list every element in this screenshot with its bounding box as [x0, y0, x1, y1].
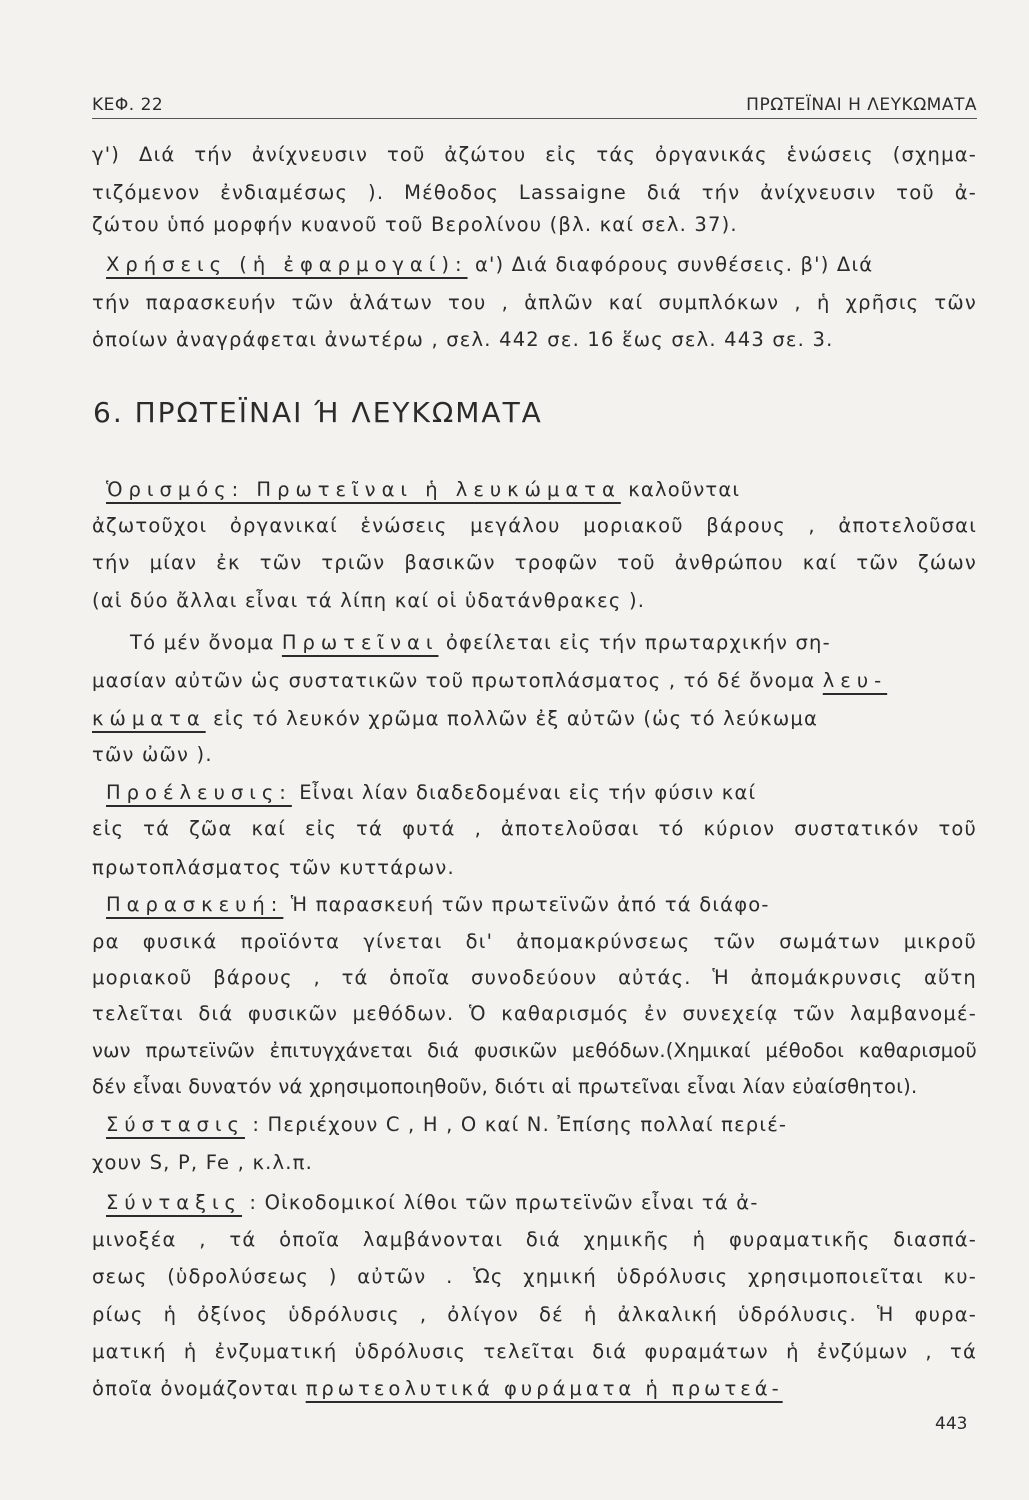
- proteolytic-enzymes-term: πρωτεολυτικά φυράματα ἡ πρωτεά-: [305, 1377, 783, 1400]
- albumins-term: λευ-: [822, 669, 888, 692]
- text-line: τελεῖται διά φυσικῶν μεθόδων. Ὁ καθαρισμός ἐν συνεχείᾳ τῶν λαμβανομέ-: [92, 1002, 977, 1025]
- text-line: ὁποίων ἀναγράφεται ἀνωτέρω , σελ. 442 σε. 16 ἕως σελ. 443 σε. 3.: [92, 328, 834, 351]
- text-line: γ') Διά τήν ἀνίχνευσιν τοῦ ἀζώτου εἰς τάς ὀργανικάς ἑνώσεις (σχημα-: [92, 143, 977, 166]
- chapter-label: ΚΕΦ. 22: [92, 95, 164, 115]
- text-line: ρίως ἡ ὀξίνος ὑδρόλυσις , ὀλίγον δέ ἡ ἀλκαλική ὑδρόλυσις. Ἡ φυρα-: [92, 1303, 977, 1326]
- text-line: ματική ἡ ἐνζυματική ὑδρόλυσις τελεῖται διά φυραμάτων ἡ ἐνζύμων , τά: [92, 1340, 977, 1363]
- text-line: χουν S, P, Fe , κ.λ.π.: [92, 1151, 314, 1174]
- preparation-label: Παρασκευή:: [106, 893, 284, 916]
- text-line: κώματα εἰς τό λευκόν χρῶμα πολλῶν ἐξ αὐτῶν (ὡς τό λεύκωμα: [92, 707, 819, 730]
- text-line: νων πρωτεϊνῶν ἐπιτυγχάνεται διά φυσικῶν μεθόδων.(Χημικαί μέθοδοι καθαρισμοῦ: [92, 1039, 977, 1062]
- section-title: 6. ΠΡΩΤΕΪΝΑΙ Ή ΛΕΥΚΩΜΑΤΑ: [93, 396, 543, 429]
- text-line: μασίαν αὐτῶν ὡς συστατικῶν τοῦ πρωτοπλάσματος , τό δέ ὄνομα λευ-: [92, 669, 888, 692]
- text-line: Τό μέν ὄνομα Πρωτεῖναι ὀφείλεται εἰς τήν πρωταρχικήν ση-: [130, 631, 831, 654]
- uses-label: Χρήσεις (ἡ ἐφαρμογαί):: [106, 253, 468, 276]
- albumins-term-cont: κώματα: [92, 707, 206, 730]
- text-line: εἰς τά ζῶα καί εἰς τά φυτά , ἀποτελοῦσαι τό κύριον συστατικόν τοῦ: [92, 817, 977, 840]
- text-line: σεως (ὑδρολύσεως ) αὐτῶν . Ὡς χημική ὑδρόλυσις χρησιμοποιεῖται κυ-: [92, 1265, 977, 1288]
- origin-label: Προέλευσις:: [106, 781, 292, 804]
- text-line: Ὁρισμός: Πρωτεῖναι ἡ λευκώματα καλοῦνται: [106, 478, 741, 501]
- text-line: δέν εἶναι δυνατόν νά χρησιμοποιηθοῦν, διότι αἱ πρωτεῖναι εἶναι λίαν εὐαίσθητοι).: [92, 1075, 918, 1098]
- text-line: τιζόμενον ἐνδιαμέσως ). Μέθοδος Lassaigne διά τήν ἀνίχνευσιν τοῦ ἀ-: [92, 181, 977, 204]
- text-line: τήν μίαν ἐκ τῶν τριῶν βασικῶν τροφῶν τοῦ ἀνθρώπου καί τῶν ζώων: [92, 551, 977, 574]
- composition-label: Σύστασις: [106, 1113, 245, 1136]
- text-line: Σύστασις : Περιέχουν C , H , O καί N. Ἐπίσης πολλαί περιέ-: [106, 1113, 788, 1136]
- text-line: μοριακοῦ βάρους , τά ὁποῖα συνοδεύουν αὐτάς. Ἡ ἀπομάκρυνσις αὕτη: [92, 966, 977, 989]
- text-line: Προέλευσις: Εἶναι λίαν διαδεδομέναι εἰς τήν φύσιν καί: [106, 781, 757, 804]
- text-line: Σύνταξις : Οἰκοδομικοί λίθοι τῶν πρωτεϊνῶν εἶναι τά ἀ-: [106, 1191, 759, 1214]
- text-line: τήν παρασκευήν τῶν ἁλάτων του , ἁπλῶν καί συμπλόκων , ἡ χρῆσις τῶν: [92, 291, 977, 314]
- proteins-term: Πρωτεῖναι: [281, 631, 439, 654]
- text-line: ζώτου ὑπό μορφήν κυανοῦ τοῦ Βερολίνου (βλ. καί σελ. 37).: [92, 213, 738, 236]
- page-number: 443: [935, 1414, 968, 1434]
- text-line: ἀζωτοῦχοι ὀργανικαί ἑνώσεις μεγάλου μοριακοῦ βάρους , ἀποτελοῦσαι: [92, 514, 977, 537]
- text-line: μινοξέα , τά ὁποῖα λαμβάνονται διά χημικῆς ἡ φυραματικῆς διασπά-: [92, 1228, 977, 1251]
- running-header: [92, 92, 977, 119]
- text-line: (αἱ δύο ἄλλαι εἶναι τά λίπη καί οἱ ὑδατάνθρακες ).: [92, 589, 646, 612]
- text-line: ρα φυσικά προϊόντα γίνεται δι' ἀπομακρύνσεως τῶν σωμάτων μικροῦ: [92, 930, 977, 953]
- text-line: ὁποῖα ὀνομάζονται πρωτεολυτικά φυράματα ἡ πρωτεά-: [92, 1377, 783, 1400]
- definition-label: Ὁρισμός: Πρωτεῖναι ἡ λευκώματα: [106, 478, 621, 501]
- text-line: πρωτοπλάσματος τῶν κυττάρων.: [92, 856, 455, 879]
- text-line: τῶν ὠῶν ).: [92, 743, 213, 766]
- structure-label: Σύνταξις: [106, 1191, 243, 1214]
- text-line: Παρασκευή: Ἡ παρασκευή τῶν πρωτεϊνῶν ἀπό τά διάφο-: [106, 893, 770, 916]
- text-line: Χρήσεις (ἡ ἐφαρμογαί): α') Διά διαφόρους συνθέσεις. β') Διά: [106, 253, 874, 276]
- chapter-title: ΠΡΩΤΕΪΝΑΙ Η ΛΕΥΚΩΜΑΤΑ: [746, 95, 977, 115]
